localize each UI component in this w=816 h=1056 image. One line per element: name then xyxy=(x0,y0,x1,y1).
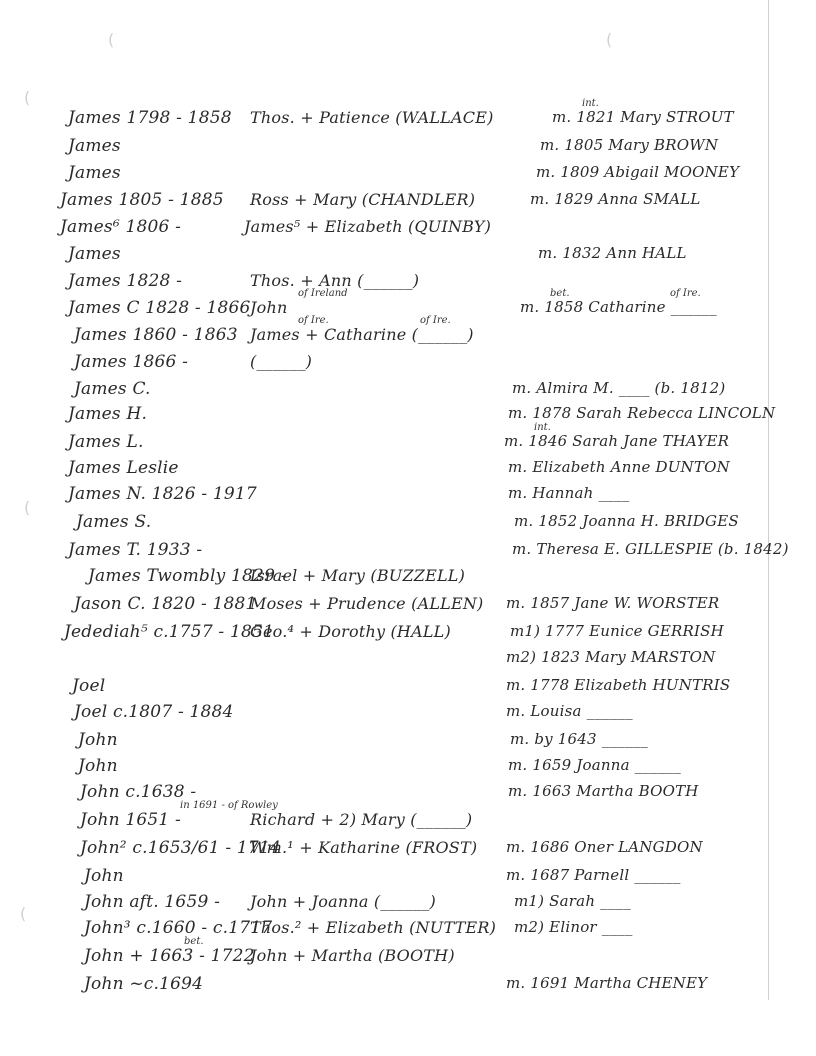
table-row xyxy=(0,244,816,270)
entry-marriage: m. 1832 Ann HALL xyxy=(538,244,687,262)
entry-parents: Thos. + Patience (WALLACE) xyxy=(250,108,494,127)
entry-name: John + 1663 - 1722 xyxy=(84,946,255,966)
entry-name: John 1651 - xyxy=(80,810,181,830)
table-row xyxy=(0,866,816,892)
table-row xyxy=(0,540,816,566)
entry-marriage: m. Louisa ______ xyxy=(506,702,633,720)
table-row xyxy=(0,756,816,782)
entry-name: Jason C. 1820 - 1881 xyxy=(74,594,257,614)
punch-hole-mark: ( xyxy=(24,498,31,517)
table-row xyxy=(0,288,816,324)
table-row xyxy=(0,379,816,405)
entry-parents: James + Catharine (______) xyxy=(250,325,474,344)
table-row xyxy=(0,676,816,702)
table-row xyxy=(0,622,816,648)
entry-marriage: m. 1852 Joanna H. BRIDGES xyxy=(514,512,739,530)
table-row xyxy=(0,918,816,944)
table-row xyxy=(0,782,816,808)
entry-parents: (______) xyxy=(250,352,313,371)
entry-marriage: m. 1858 Catharine ______ xyxy=(520,298,717,316)
table-row xyxy=(0,730,816,756)
entry-name: Jedediah⁵ c.1757 - 1851 xyxy=(64,622,275,642)
entry-marriage: m. 1805 Mary BROWN xyxy=(540,136,719,154)
entry-name: James L. xyxy=(68,432,144,452)
entry-name: Joel c.1807 - 1884 xyxy=(74,702,234,722)
table-row xyxy=(0,422,816,458)
entry-name: James 1828 - xyxy=(68,271,183,291)
entry-marriage: m. 1659 Joanna ______ xyxy=(508,756,681,774)
table-row xyxy=(0,352,816,378)
entry-marriage: m. Elizabeth Anne DUNTON xyxy=(508,458,730,476)
entry-parents: Wm.¹ + Katharine (FROST) xyxy=(250,838,478,857)
entry-name-note: bet. xyxy=(184,936,204,947)
entry-note: of Ire. xyxy=(670,288,701,299)
entry-name: James N. 1826 - 1917 xyxy=(68,484,257,504)
entry-name: James 1805 - 1885 xyxy=(60,190,224,210)
entry-parents-note: of Ire. xyxy=(420,315,451,326)
entry-marriage: m2) Elinor ____ xyxy=(514,918,633,936)
entry-marriage: m. 1829 Anna SMALL xyxy=(530,190,701,208)
entry-note: int. xyxy=(582,98,599,109)
entry-name: James xyxy=(68,136,121,156)
entry-name: James H. xyxy=(68,404,148,424)
table-row xyxy=(0,594,816,620)
table-row xyxy=(0,800,816,836)
table-row xyxy=(0,98,816,134)
entry-marriage: m. 1846 Sarah Jane THAYER xyxy=(504,432,730,450)
entry-name: John³ c.1660 - c.1717 xyxy=(84,918,273,938)
entry-marriage: m. 1878 Sarah Rebecca LINCOLN xyxy=(508,404,776,422)
table-row xyxy=(0,512,816,538)
entry-name: James 1866 - xyxy=(74,352,189,372)
table-row xyxy=(0,892,816,918)
table-row xyxy=(0,136,816,162)
entry-marriage: m. 1857 Jane W. WORSTER xyxy=(506,594,720,612)
entry-parents: Thos.² + Elizabeth (NUTTER) xyxy=(250,918,497,937)
table-row xyxy=(0,315,816,351)
entry-marriage: m1) Sarah ____ xyxy=(514,892,631,910)
entry-parents: James⁵ + Elizabeth (QUINBY) xyxy=(244,217,492,236)
table-row xyxy=(0,163,816,189)
entry-name: James Leslie xyxy=(68,458,179,478)
entry-marriage: m. 1821 Mary STROUT xyxy=(552,108,734,126)
entry-marriage: m. 1663 Martha BOOTH xyxy=(508,782,699,800)
table-row xyxy=(0,974,816,1000)
punch-hole-mark: ( xyxy=(108,30,115,49)
entry-marriage: m. Theresa E. GILLESPIE (b. 1842) xyxy=(512,540,789,558)
table-row xyxy=(0,190,816,216)
entry-marriage: m. Almira M. ____ (b. 1812) xyxy=(512,379,726,397)
entry-note: int. xyxy=(534,422,551,433)
entry-parents: Richard + 2) Mary (______) xyxy=(250,810,473,829)
entry-name: John ~c.1694 xyxy=(84,974,204,994)
entry-name: John c.1638 - xyxy=(80,782,197,802)
entry-name: James S. xyxy=(76,512,152,532)
table-row xyxy=(0,936,816,972)
entry-marriage: m2) 1823 Mary MARSTON xyxy=(506,648,716,666)
entry-marriage: m. 1687 Parnell ______ xyxy=(506,866,681,884)
entry-name: John² c.1653/61 - 1714 xyxy=(80,838,281,858)
entry-parents-note: of Ire. xyxy=(298,315,329,326)
entry-name: Joel xyxy=(72,676,106,696)
entry-name: John xyxy=(78,730,118,750)
entry-name: John aft. 1659 - xyxy=(84,892,221,912)
entry-name: James xyxy=(68,163,121,183)
entry-name: James 1860 - 1863 xyxy=(74,325,238,345)
table-row xyxy=(0,404,816,430)
entry-name: James C. xyxy=(74,379,151,399)
table-row xyxy=(0,566,816,592)
entry-parents: John xyxy=(250,298,288,317)
table-row xyxy=(0,648,816,674)
entry-name: James C 1828 - 1866 xyxy=(68,298,251,318)
punch-hole-mark: ( xyxy=(606,30,613,49)
table-row xyxy=(0,458,816,484)
entry-name: John xyxy=(78,756,118,776)
entry-parents: Ross + Mary (CHANDLER) xyxy=(250,190,476,209)
entry-marriage: m. 1778 Elizabeth HUNTRIS xyxy=(506,676,731,694)
table-row xyxy=(0,484,816,510)
entry-marriage: m. by 1643 ______ xyxy=(510,730,648,748)
entry-parents-note: of Ireland xyxy=(298,288,348,299)
table-row xyxy=(0,838,816,864)
entry-marriage: m. 1686 Oner LANGDON xyxy=(506,838,703,856)
punch-hole-mark: ( xyxy=(20,904,27,923)
entry-parents: Israel + Mary (BUZZELL) xyxy=(250,566,466,585)
entry-marriage: m. Hannah ____ xyxy=(508,484,630,502)
entry-name: James xyxy=(68,244,121,264)
entry-name: James⁶ 1806 - xyxy=(60,217,182,237)
entry-note: bet. xyxy=(550,288,570,299)
entry-parents: Thos. + Ann (______) xyxy=(250,271,420,290)
entry-parents: Geo.⁴ + Dorothy (HALL) xyxy=(250,622,451,641)
entry-name: James T. 1933 - xyxy=(68,540,203,560)
entry-marriage: m. 1809 Abigail MOONEY xyxy=(536,163,740,181)
table-row xyxy=(0,702,816,728)
entry-parents: John + Martha (BOOTH) xyxy=(250,946,455,965)
entry-parents: John + Joanna (______) xyxy=(250,892,436,911)
table-row xyxy=(0,217,816,243)
punch-hole-mark: ( xyxy=(24,88,31,107)
entry-marriage: m. 1691 Martha CHENEY xyxy=(506,974,708,992)
entry-name-note: in 1691 - of Rowley xyxy=(180,800,278,811)
entry-name: James 1798 - 1858 xyxy=(68,108,232,128)
entry-parents: Moses + Prudence (ALLEN) xyxy=(250,594,484,613)
entry-marriage: m1) 1777 Eunice GERRISH xyxy=(510,622,724,640)
entry-name: James Twombly 1829 - xyxy=(88,566,287,586)
entry-name: John xyxy=(84,866,124,886)
